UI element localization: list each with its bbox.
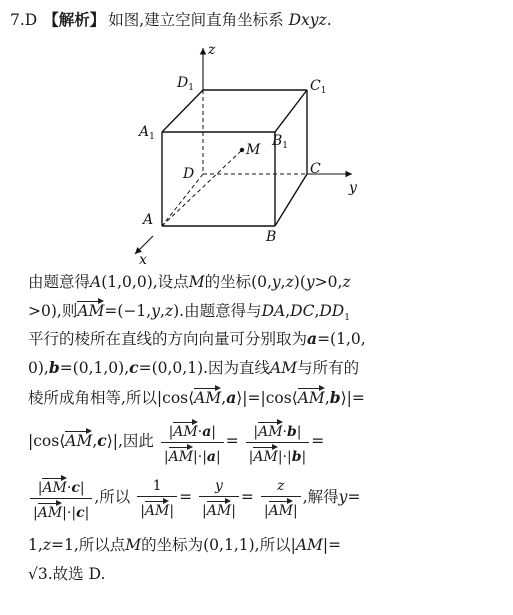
vertex-b-label: B	[266, 229, 277, 245]
solution-line-4: 0),b=(0,1,0),c=(0,0,1).因为直线AM与所有的	[28, 358, 360, 377]
solution-line-6: |cos⟨AM,c⟩|,因此 $\frac{|AM\cdot a|}{|AM|\cdot|a|}$ = $\frac{|AM\cdot b|}{|AM|\cdot|b|}$ =	[28, 418, 324, 464]
z-axis-label: z	[208, 42, 216, 58]
vertex-b1-label: $B_1$	[272, 133, 289, 151]
solution-line-5: 棱所成角相等,所以|cos⟨AM,a⟩|=|cos⟨AM,b⟩|=	[28, 385, 365, 409]
vertex-c-label: C	[310, 161, 321, 177]
solution-line-9: √3.故选 D.	[28, 565, 106, 583]
problem-number: 7.	[10, 11, 25, 29]
point-m	[240, 148, 244, 152]
analysis-tag: 【解析】	[43, 10, 106, 29]
vertex-a-label: A	[143, 212, 154, 228]
x-axis-label: x	[139, 252, 147, 264]
point-m-label: M	[246, 142, 261, 158]
solution-line-7: $\frac{|AM\cdot c|}{|AM|\cdot|c|}$ ,所以 $\frac{1}{|AM|}$ = $\frac{y}{|AM|}$ = $\frac{z}{|AM|}$ ,解得y=	[28, 474, 360, 520]
vertex-d1-label: $D_1$	[177, 75, 194, 93]
vector-am: AM	[77, 298, 104, 319]
fraction-am-b: $\frac{|AM\cdot b|}{|AM|\cdot|b|}$	[246, 419, 310, 466]
fraction-z-am: $\frac{z}{|AM|}$	[261, 477, 301, 520]
solution-line-1: 由题意得A(1,0,0),设点M的坐标(0,y,z)(y>0,z	[28, 273, 351, 291]
fraction-one-am: $\frac{1}{|AM|}$	[137, 477, 177, 520]
vertex-d-label: D	[183, 166, 195, 182]
solution-line-2: >0),则AM=(−1,y,z).由题意得与$DA,DC,DD_1$	[28, 298, 350, 322]
problem-header: 7.D 【解析】 如图,建立空间直角坐标系 Dxyz.	[10, 10, 332, 29]
header-text: 如图,建立空间直角坐标系	[108, 11, 284, 29]
answer-letter: D	[24, 11, 38, 29]
fraction-y-am: $\frac{y}{|AM|}$	[199, 477, 239, 520]
vertex-c1-label: $C_1$	[310, 78, 327, 96]
coordinate-system: Dxyz	[288, 11, 327, 29]
solution-line-8: 1,z=1,所以点M的坐标为(0,1,1),所以|AM|=	[28, 536, 342, 554]
y-axis-label: y	[349, 180, 357, 196]
fraction-am-c: $\frac{|AM\cdot c|}{|AM|\cdot|c|}$	[30, 475, 92, 522]
solution-line-3: 平行的棱所在直线的方向向量可分别取为a=(1,0,	[28, 329, 366, 348]
vertex-a1-label: $A_1$	[139, 124, 155, 142]
fraction-am-a: $\frac{|AM\cdot a|}{|AM|\cdot|a|}$	[161, 419, 224, 466]
cube-coordinate-figure	[115, 42, 375, 264]
